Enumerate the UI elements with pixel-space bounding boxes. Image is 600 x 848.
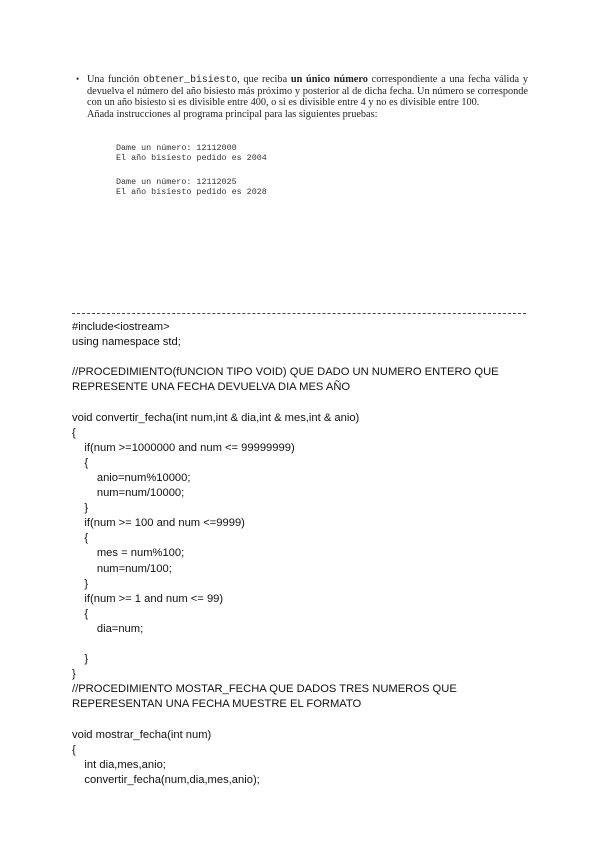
code-line: int dia,mes,anio;	[72, 758, 166, 771]
code-line: if(num >= 100 and num <=9999)	[72, 517, 245, 530]
example-prompt: Dame un número: 12112000	[116, 143, 237, 153]
text-before: Una función	[87, 74, 144, 85]
code-line	[72, 350, 532, 365]
code-line: {	[72, 426, 76, 439]
code-line: if(num >=1000000 and num <= 99999999)	[72, 441, 295, 454]
code-line: REPERESENTAN UNA FECHA MUESTRE EL FORMATO	[72, 698, 362, 711]
source-code-block	[72, 320, 532, 788]
example-result: El año bisiesto pedido es 2028	[116, 187, 267, 198]
bullet-marker: •	[76, 74, 80, 84]
code-line: num=num/10000;	[72, 487, 185, 500]
code-line	[72, 637, 532, 652]
code-line: convertir_fecha(num,dia,mes,anio);	[72, 773, 260, 786]
code-line: }	[72, 577, 89, 590]
code-line: dia=num;	[72, 622, 144, 635]
code-line: {	[72, 743, 76, 756]
code-line: //PROCEDIMIENTO(fUNCION TIPO VOID) QUE DADO UN NUMERO ENTERO QUE	[72, 366, 499, 379]
code-line: void mostrar_fecha(int num)	[72, 728, 212, 741]
code-line: {	[72, 456, 89, 469]
code-line: }	[72, 653, 89, 666]
code-line: mes = num%100;	[72, 547, 185, 560]
code-line: #include<iostream>	[72, 321, 170, 333]
text-after: correspondiente a una fecha válida y devuelva el número del año bisiesto más próximo y posterior al de dicha fecha. Un número se corresponde con un año bisiesto si es divisible entre 400, o si es divisible entre 4 y no es divisible entre 100.	[87, 74, 528, 109]
code-line: }	[72, 502, 89, 515]
exercise-statement	[76, 74, 528, 120]
function-name: obtener_bisiesto	[143, 74, 238, 85]
code-line: {	[72, 607, 89, 620]
code-line: using namespace std;	[72, 336, 181, 349]
code-line	[72, 712, 532, 727]
example-block-1	[116, 143, 267, 164]
code-line: {	[72, 532, 89, 545]
example-prompt: Dame un número: 12112025	[116, 177, 237, 187]
code-line: anio=num%10000;	[72, 471, 191, 484]
code-line: REPRESENTE UNA FECHA DEVUELVA DIA MES AÑO	[72, 381, 351, 394]
tests-instruction: Añada instrucciones al programa principal para las siguientes pruebas:	[87, 108, 378, 120]
code-line: if(num >= 1 and num <= 99)	[72, 592, 224, 605]
section-divider	[72, 313, 526, 314]
code-line	[72, 395, 532, 410]
code-line: }	[72, 668, 76, 681]
code-line: //PROCEDIMIENTO MOSTAR_FECHA QUE DADOS TRES NUMEROS QUE	[72, 683, 457, 696]
text-middle: , que reciba	[237, 74, 291, 85]
example-block-2	[116, 177, 267, 198]
exercise-bullet-item	[76, 74, 528, 109]
code-line: void convertir_fecha(int num,int & dia,int & mes,int & anio)	[72, 411, 360, 424]
exercise-paragraph	[87, 74, 528, 109]
example-result: El año bisiesto pedido es 2004	[116, 153, 267, 164]
code-line: num=num/100;	[72, 562, 172, 575]
bold-phrase: un único número	[290, 74, 368, 85]
